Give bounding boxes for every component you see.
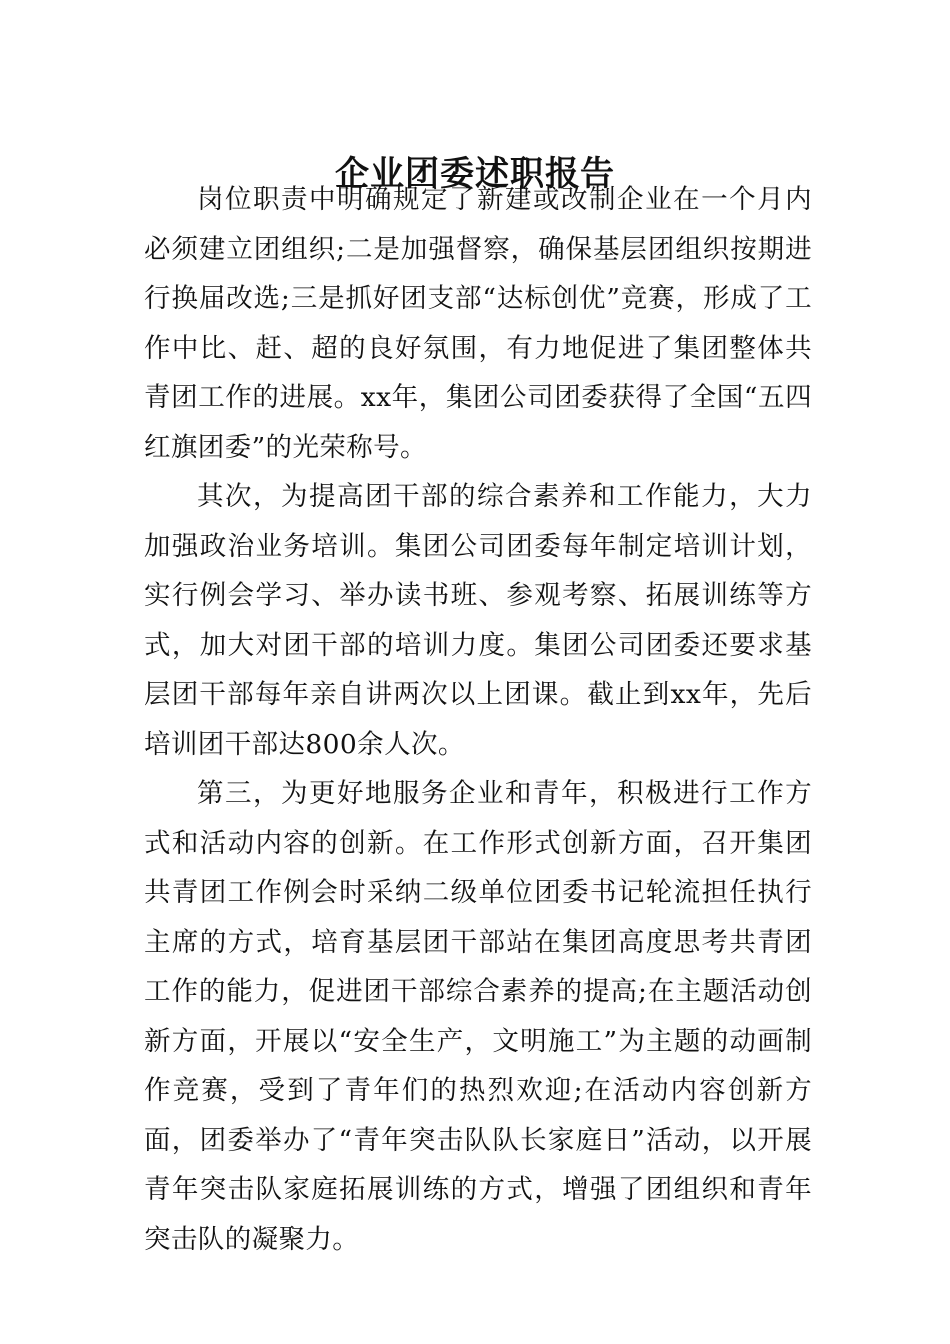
paragraph-1: 岗位职责中明确规定了新建或改制企业在一个月内必须建立团组织;二是加强督察，确保基层团组织按期进行换届改选;三是抓好团支部“达标创优”竞赛，形成了工作中比、赶、超的良好氛围，有力地促进了集团整体共青团工作的进展。xx年，集团公司团委获得了全国“五四红旗团委”的光荣称号。: [144, 184, 812, 463]
paragraph-2: 其次，为提高团干部的综合素养和工作能力，大力加强政治业务培训。集团公司团委每年制定培训计划，实行例会学习、举办读书班、参观考察、拓展训练等方式，加大对团干部的培训力度。集团公司团委还要求基层团干部每年亲自讲两次以上团课。截止到xx年，先后培训团干部达800余人次。: [144, 481, 812, 760]
document-body: [144, 175, 812, 1264]
paragraph-3: 第三，为更好地服务企业和青年，积极进行工作方式和活动内容的创新。在工作形式创新方面，召开集团共青团工作例会时采纳二级单位团委书记轮流担任执行主席的方式，培育基层团干部站在集团高度思考共青团工作的能力，促进团干部综合素养的提高;在主题活动创新方面，开展以“安全生产，文明施工”为主题的动画制作竞赛，受到了青年们的热烈欢迎;在活动内容创新方面，团委举办了“青年突击队队长家庭日”活动，以开展青年突击队家庭拓展训练的方式，增强了团组织和青年突击队的凝聚力。: [144, 778, 812, 1255]
document-title: 企业团委述职报告: [335, 153, 615, 194]
